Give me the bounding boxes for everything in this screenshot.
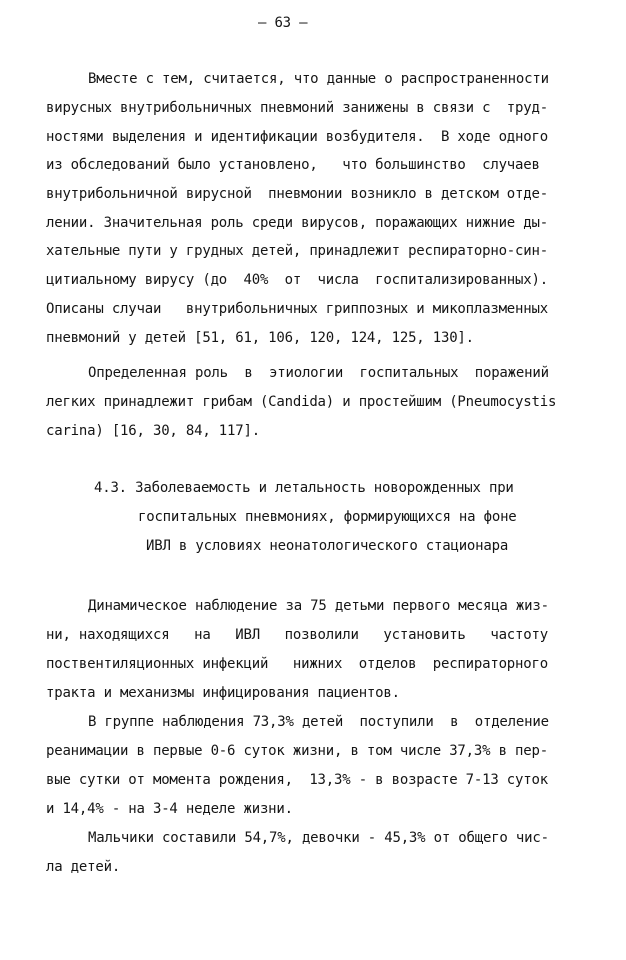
text-line: пневмоний у детей [51, 61, 106, 120, 124, 125, 130]. [46,330,474,346]
heading-line: ИВЛ в условиях неонатологического стационара [146,538,509,554]
text-line: ностями выделения и идентификации возбудителя. В ходе одного [46,129,548,145]
text-line: хательные пути у грудных детей, принадлежит респираторно-син- [46,243,548,259]
text-line: тракта и механизмы инфицирования пациентов. [46,685,400,701]
text-line: В группе наблюдения 73,3% детей поступили в отделение [88,714,549,730]
heading-line: госпитальных пневмониях, формирующихся на фоне [138,509,517,525]
text-line: Вместе с тем, считается, что данные о распространенности [88,71,549,87]
heading-line: 4.3. Заболеваемость и летальность новорожденных при [94,480,514,496]
text-line: carina) [16, 30, 84, 117]. [46,423,260,439]
text-line: ни, находящихся на ИВЛ позволили установить частоту [46,627,548,643]
text-line: Динамическое наблюдение за 75 детьми первого месяца жиз- [88,598,549,614]
text-line: поствентиляционных инфекций нижних отделов респираторного [46,656,548,672]
text-line: ла детей. [46,859,121,875]
text-line: цитиальному вирусу (до 40% от числа госпитализированных). [46,272,548,288]
text-line: Мальчики составили 54,7%, девочки - 45,3% от общего чис- [88,830,549,846]
text-line: Определенная роль в этиологии госпитальных поражений [88,365,549,381]
text-line: лении. Значительная роль среди вирусов, поражающих нижние ды- [46,215,548,231]
text-line: реанимации в первые 0-6 суток жизни, в том числе 37,3% в пер- [46,743,548,759]
page-number: – 63 – [258,15,308,31]
text-line: вые сутки от момента рождения, 13,3% - в возрасте 7-13 суток [46,772,548,788]
text-line: Описаны случаи внутрибольничных гриппозных и микоплазменных [46,301,548,317]
text-line: вирусных внутрибольничных пневмоний занижены в связи с труд- [46,100,548,116]
text-line: и 14,4% - на 3-4 неделе жизни. [46,801,293,817]
text-line: внутрибольничной вирусной пневмонии возникло в детском отде- [46,186,548,202]
text-line: из обследований было установлено, что большинство случаев [46,157,540,173]
text-line: легких принадлежит грибам (Candida) и простейшим (Pneumocystis [46,394,557,410]
